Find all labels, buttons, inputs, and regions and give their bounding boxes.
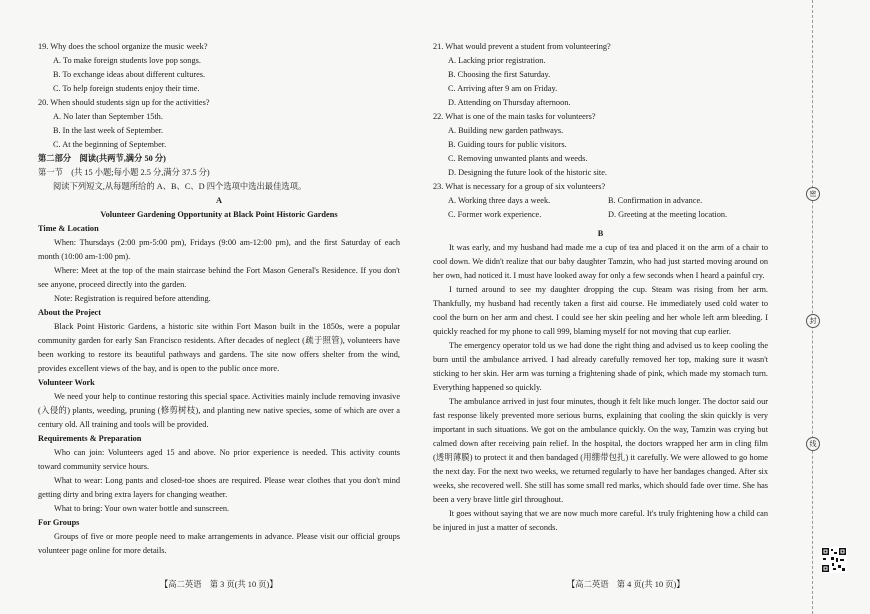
text-line: 阅读下列短文,从每题所给的 A、B、C、D 四个选项中选出最佳选项。 bbox=[53, 182, 307, 191]
text-line: Time & Location bbox=[38, 224, 99, 233]
text-line: Groups of five or more people need to make arrangements in advance. Please visit our official groups volunteer page online for more details. bbox=[38, 532, 400, 555]
text-line: A. Building new garden pathways. bbox=[448, 126, 564, 135]
text-line: C. To help foreign students enjoy their time. bbox=[53, 84, 200, 93]
q23-option-a: A. Working three days a week. bbox=[448, 196, 551, 205]
text-line: Volunteer Work bbox=[38, 378, 95, 387]
q23-options-row2 bbox=[433, 208, 768, 222]
text-line: It was early, and my husband had made me a cup of tea and placed it on the arm of a chair to cool down. We didn't realize that our baby daughter Tamzin, who had just started moving around on her own, had noticed it. I must have looked away for only a few seconds when I heard a painful cry. bbox=[433, 243, 768, 280]
footer-left: 【高二英语 第 3 页(共 10 页)】 bbox=[160, 580, 278, 589]
footer-right: 【高二英语 第 4 页(共 10 页)】 bbox=[567, 580, 685, 589]
text-line: D. Attending on Thursday afternoon. bbox=[448, 98, 571, 107]
text-line: 22. What is one of the main tasks for volunteers? bbox=[433, 112, 596, 121]
text-line: B. In the last week of September. bbox=[53, 126, 164, 135]
text-line: 19. Why does the school organize the music week? bbox=[38, 42, 208, 51]
text-line: We need your help to continue restoring this special space. Activities mainly include removing invasive (入侵的) plants, weeding, pruning (修剪树枝), and planting new native species, some of which are over a century old. All training and tools will be provided. bbox=[38, 392, 400, 429]
text-line: For Groups bbox=[38, 518, 80, 527]
text-line: 第二部分 阅读(共两节,满分 50 分) bbox=[38, 154, 166, 163]
text-line: 21. What would prevent a student from volunteering? bbox=[433, 42, 611, 51]
text-line: A. To make foreign students love pop songs. bbox=[53, 56, 201, 65]
qr-code-icon bbox=[821, 547, 847, 573]
binding-line bbox=[812, 0, 813, 614]
q23-option-d: D. Greeting at the meeting location. bbox=[608, 210, 728, 219]
text-line: B. Guiding tours for public visitors. bbox=[448, 140, 567, 149]
text-line: It goes without saying that we are now much more careful. It's truly frightening how a child can be injured in just a matter of seconds. bbox=[433, 509, 768, 532]
text-line: When: Thursdays (2:00 pm-5:00 pm), Fridays (9:00 am-12:00 pm), and the first Saturday of each month (10:00 am-1:00 pm). bbox=[38, 238, 400, 261]
left-column bbox=[38, 40, 400, 558]
text-line: 第一节 (共 15 小题;每小题 2.5 分,满分 37.5 分) bbox=[38, 168, 210, 177]
text-line: A. No later than September 15th. bbox=[53, 112, 163, 121]
text-line: D. Designing the future look of the historic site. bbox=[448, 168, 607, 177]
q23-option-c: C. Former work experience. bbox=[448, 210, 542, 219]
text-line: B bbox=[597, 229, 604, 238]
right-column bbox=[433, 40, 768, 535]
text-line: Where: Meet at the top of the main staircase behind the Fort Mason General's Residence. If you don't see anyone, proceed directly into the garden. bbox=[38, 266, 400, 289]
text-line: 20. When should students sign up for the activities? bbox=[38, 98, 210, 107]
text-line: C. At the beginning of September. bbox=[53, 140, 167, 149]
seal-mark: 密 bbox=[806, 187, 820, 201]
text-line: B. Choosing the first Saturday. bbox=[448, 70, 551, 79]
text-line: What to bring: Your own water bottle and sunscreen. bbox=[54, 504, 230, 513]
text-line: I turned around to see my daughter dropping the cup. Steam was rising from her arm. Thankfully, my husband had recently taken a first aid course. He immediately used cold water to cool the burn on her arm and chest. I could see her skin peeling and her whole left arm bleeding. I quickly reached for my phone to call 999, blaming myself for not moving that cup earlier. bbox=[433, 285, 768, 336]
q23-option-b: B. Confirmation in advance. bbox=[608, 196, 703, 205]
text-line: A bbox=[216, 196, 222, 205]
text-line: B. To exchange ideas about different cultures. bbox=[53, 70, 206, 79]
text-line: Note: Registration is required before attending. bbox=[54, 294, 211, 303]
text-line: About the Project bbox=[38, 308, 101, 317]
q23-options-row1 bbox=[433, 194, 768, 208]
text-line: What to wear: Long pants and closed-toe shoes are required. Please wear clothes that you don't mind getting dirty and bring extra layers for changing weather. bbox=[38, 476, 400, 499]
text-line: 23. What is necessary for a group of six volunteers? bbox=[433, 182, 606, 191]
text-line: The ambulance arrived in just four minutes, though it felt like much longer. The doctor said our fast response likely prevented more serious burns, explaining that cooling the skin quickly is very important in such situations. We got on the ambulance quickly. On the way, Tamzin was crying but calmed down after receiving pain relief. In the hospital, the doctors wrapped her arm in cling film (透明薄膜) to protect it and then bandaged (用绷带包扎) it carefully. We were allowed to go home the next day. For the next two weeks, we returned regularly to have her bandages changed. After six weeks, she recovered well. She still has some small red marks, which should fade over time. She has been a very brave little girl throughout. bbox=[433, 397, 768, 504]
text-line: Who can join: Volunteers aged 15 and above. No prior experience is needed. This activity counts toward community service hours. bbox=[38, 448, 400, 471]
text-line: Black Point Historic Gardens, a historic site within Fort Mason built in the 1850s, were a popular community garden for early San Francisco residents. After decades of neglect (疏于照管), volunteers have been working to restore its beautiful pathways and gardens. The site now offers shelter from the wind, provides excellent views of the bay, and is open to the public once more. bbox=[38, 322, 400, 373]
text-line: The emergency operator told us we had done the right thing and advised us to keep cooling the burn until the ambulance arrived. I had already carefully removed her top, making sure it wasn't sticking to her skin. Her arm was turning a frightening shade of pink, which made my stomach turn. Everything happened so quickly. bbox=[433, 341, 768, 392]
text-line: Volunteer Gardening Opportunity at Black Point Historic Gardens bbox=[100, 210, 338, 219]
text-line: A. Lacking prior registration. bbox=[448, 56, 546, 65]
text-line: C. Removing unwanted plants and weeds. bbox=[448, 154, 588, 163]
seal-mark: 线 bbox=[806, 437, 820, 451]
text-line: C. Arriving after 9 am on Friday. bbox=[448, 84, 558, 93]
text-line: Requirements & Preparation bbox=[38, 434, 142, 443]
seal-mark: 封 bbox=[806, 314, 820, 328]
